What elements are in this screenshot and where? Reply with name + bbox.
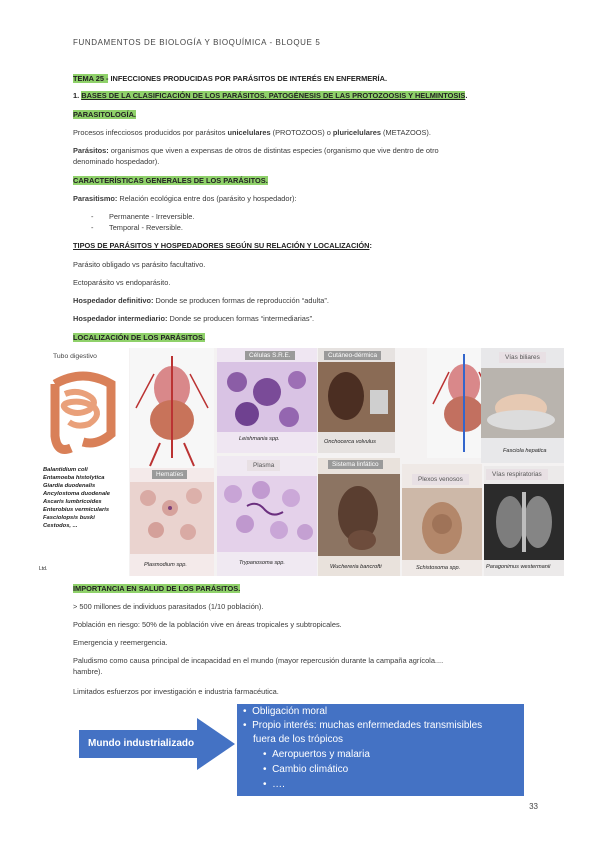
paludismo-line-a: Paludismo como causa principal de incapacidad en el mundo (mayor repercusión durante la campaña agrícola....	[73, 656, 444, 665]
subitem-text: ….	[272, 779, 285, 790]
label-tubo-digestivo: Tubo digestivo	[47, 351, 103, 362]
reason-subitem: • ….	[263, 779, 285, 790]
tipos-line: Parásito obligado vs parásito facultativo.	[73, 260, 206, 269]
gut-parasite: Balantidium coli	[43, 467, 88, 473]
page-header: FUNDAMENTOS DE BIOLOGÍA Y BIOQUÍMICA - BLOQUE 5	[73, 38, 321, 47]
reason-item: • Obligación moral	[243, 706, 328, 717]
p2-a: Parásitos:	[73, 146, 109, 155]
subitem-text: Aeropuertos y malaria	[272, 749, 370, 760]
schistosoma-photo	[402, 488, 482, 560]
panel-sistema-linfatico	[318, 458, 400, 576]
parasitologia-heading	[73, 110, 136, 119]
caption-fasciola: Fasciola hepatica	[503, 448, 547, 454]
paludismo-line-b: hambre).	[73, 667, 103, 676]
tema-title-text: INFECCIONES PRODUCIDAS POR PARÁSITOS DE INTERÉS EN ENFERMERÍA.	[108, 74, 388, 83]
p1-b: unicelulares	[227, 128, 271, 137]
hi-label: Hospedador intermediario:	[73, 314, 168, 323]
reasons-box	[237, 704, 524, 796]
tipos-heading-text: TIPOS DE PARÁSITOS Y HOSPEDADORES SEGÚN SU RELACIÓN Y LOCALIZACIÓN	[73, 241, 370, 250]
p1-e: (METAZOOS).	[380, 128, 431, 137]
tipos-heading	[73, 241, 372, 250]
corner-mark: Ltd.	[39, 566, 48, 572]
torso-illustration	[130, 348, 214, 468]
gut-parasite: Enterobius vermicularis	[43, 507, 110, 513]
importancia-line: Población en riesgo: 50% de la población vive en áreas tropicales y subtropicales.	[73, 620, 342, 629]
caption-wuchereria: Wuchereria bancrofti	[330, 564, 382, 570]
parasitismo-text: Relación ecológica entre dos (parásito y hospedador):	[117, 194, 297, 203]
fasciola-photo	[481, 368, 564, 438]
gut-parasite-list	[43, 466, 110, 530]
section1-number: 1.	[73, 91, 80, 100]
label-celulas-sre: Células S.R.E.	[245, 351, 295, 360]
localizacion-heading-text: LOCALIZACIÓN DE LOS PARÁSITOS.	[73, 333, 205, 342]
panel-celulas-sre	[217, 348, 317, 453]
caracteristicas-heading-text: CARACTERÍSTICAS GENERALES DE LOS PARÁSITOS.	[73, 176, 268, 185]
paragonimus-xray	[484, 484, 564, 560]
parasitismo-label: Parasitismo:	[73, 194, 118, 203]
bullet-text: Temporal - Reversible.	[109, 223, 183, 232]
bullet-item: - Permanente - Irreversible.	[91, 212, 195, 221]
p1-a: Procesos infecciosos producidos por parásitos	[73, 128, 228, 137]
p1-d: pluricelulares	[332, 128, 381, 137]
importancia-heading-text: IMPORTANCIA EN SALUD DE LOS PARÁSITOS.	[73, 584, 241, 593]
page-number: 33	[529, 802, 538, 811]
importancia-line: Emergencia y reemergencia.	[73, 638, 168, 647]
reason-subitem: • Cambio climático	[263, 764, 349, 775]
gut-parasite: Fasciolopsis buski	[43, 515, 95, 521]
panel-vias-biliares	[481, 348, 564, 463]
section1-title	[73, 91, 467, 100]
gut-parasite: Entamoeba histolytica	[43, 475, 105, 481]
arrow-label: Mundo industrializado	[88, 738, 195, 749]
parasitologia-heading-text: PARASITOLOGÍA.	[73, 110, 136, 119]
tipos-colon: :	[369, 241, 372, 250]
panel-hematies	[130, 468, 214, 576]
p2-b: organismos que viven a expensas de otros de distintas especies (organismo que vive dentro de otro	[108, 146, 439, 155]
tema-number: TEMA 25 -	[73, 74, 109, 83]
caption-onchocerca: Onchocerca volvulus	[324, 439, 376, 445]
gut-parasite: Ascaris lumbricoides	[43, 499, 102, 505]
wuchereria-photo	[318, 474, 400, 556]
gut-parasite: Ancylostoma duodenale	[43, 491, 110, 497]
panel-vias-respiratorias	[484, 466, 564, 576]
hd-label: Hospedador definitivo:	[73, 296, 154, 305]
tema-title	[73, 74, 387, 83]
importancia-line: > 500 millones de individuos parasitados (1/10 población).	[73, 602, 264, 611]
localizacion-heading	[73, 333, 205, 342]
tipos-line: Ectoparásito vs endoparásito.	[73, 278, 171, 287]
p2-c: denominado hospedador).	[73, 157, 160, 166]
reason-text: Obligación moral	[252, 706, 328, 717]
caption-leishmania: Leishmania spp.	[239, 436, 280, 442]
label-plexos-venosos: Plexos venosos	[412, 474, 469, 485]
parasite-location-figure	[37, 348, 564, 576]
label-sistema-linfatico: Sistema linfático	[328, 460, 383, 469]
label-cutaneo-dermica: Cutáneo-dérmica	[324, 351, 381, 360]
label-vias-respiratorias: Vías respiratorias	[486, 469, 548, 480]
label-vias-biliares: Vías biliares	[499, 352, 546, 363]
importancia-heading	[73, 584, 240, 593]
onchocerca-photo	[318, 362, 395, 432]
parasitologia-p2	[73, 145, 533, 167]
bullet-text: Permanente - Irreversible.	[109, 212, 195, 221]
reason-text: Propio interés: muchas enfermedades transmisibles	[252, 720, 483, 731]
importancia-paludismo	[73, 655, 543, 677]
caption-paragonimus: Paragonimus westermanii	[486, 564, 551, 570]
p1-c: (PROTOZOOS) o	[270, 128, 333, 137]
caption-trypanosoma: Trypanosoma spp.	[239, 560, 285, 566]
hd-text: Donde se producen formas de reproducción “adulta”.	[153, 296, 329, 305]
panel-cutaneo-dermica	[318, 348, 395, 453]
panel-tubo-digestivo	[37, 348, 129, 576]
plasmodium-micrograph	[130, 482, 214, 554]
section1-title-text: BASES DE LA CLASIFICACIÓN DE LOS PARÁSITOS. PATOGÉNESIS DE LAS PROTOZOOSIS Y HELMINTOSIS	[81, 91, 466, 100]
caption-plasmodium: Plasmodium spp.	[144, 562, 187, 568]
hospedador-intermediario	[73, 313, 314, 324]
parasitismo-def	[73, 193, 297, 204]
panel-torso-anatomy	[130, 348, 214, 468]
reason-subitem: • Aeropuertos y malaria	[263, 749, 370, 760]
intestine-illustration	[37, 364, 129, 464]
bullet-item: - Temporal - Reversible.	[91, 223, 183, 232]
reason-continuation: fuera de los trópicos	[253, 734, 344, 745]
section1-title-tail: .	[465, 91, 468, 100]
subitem-text: Cambio climático	[272, 764, 349, 775]
hi-text: Donde se producen formas “intermediarias”.	[167, 314, 315, 323]
gut-parasite: Giardia duodenalis	[43, 483, 96, 489]
trypanosoma-micrograph	[217, 476, 317, 552]
importancia-line: Limitados esfuerzos por investigación e industria farmacéutica.	[73, 687, 279, 696]
gut-parasite: Cestodos, ...	[43, 523, 78, 529]
caption-schistosoma: Schistosoma spp.	[416, 565, 461, 571]
panel-plexos-venosos	[402, 464, 482, 576]
hospedador-definitivo	[73, 295, 329, 306]
parasitologia-p1	[73, 127, 431, 138]
label-plasma: Plasma	[247, 460, 280, 471]
label-hematies: Hematíes	[152, 470, 187, 479]
leishmania-micrograph	[217, 362, 317, 432]
caracteristicas-heading	[73, 176, 268, 185]
panel-plasma	[217, 456, 317, 576]
reason-item: • Propio interés: muchas enfermedades transmisibles	[243, 720, 483, 731]
